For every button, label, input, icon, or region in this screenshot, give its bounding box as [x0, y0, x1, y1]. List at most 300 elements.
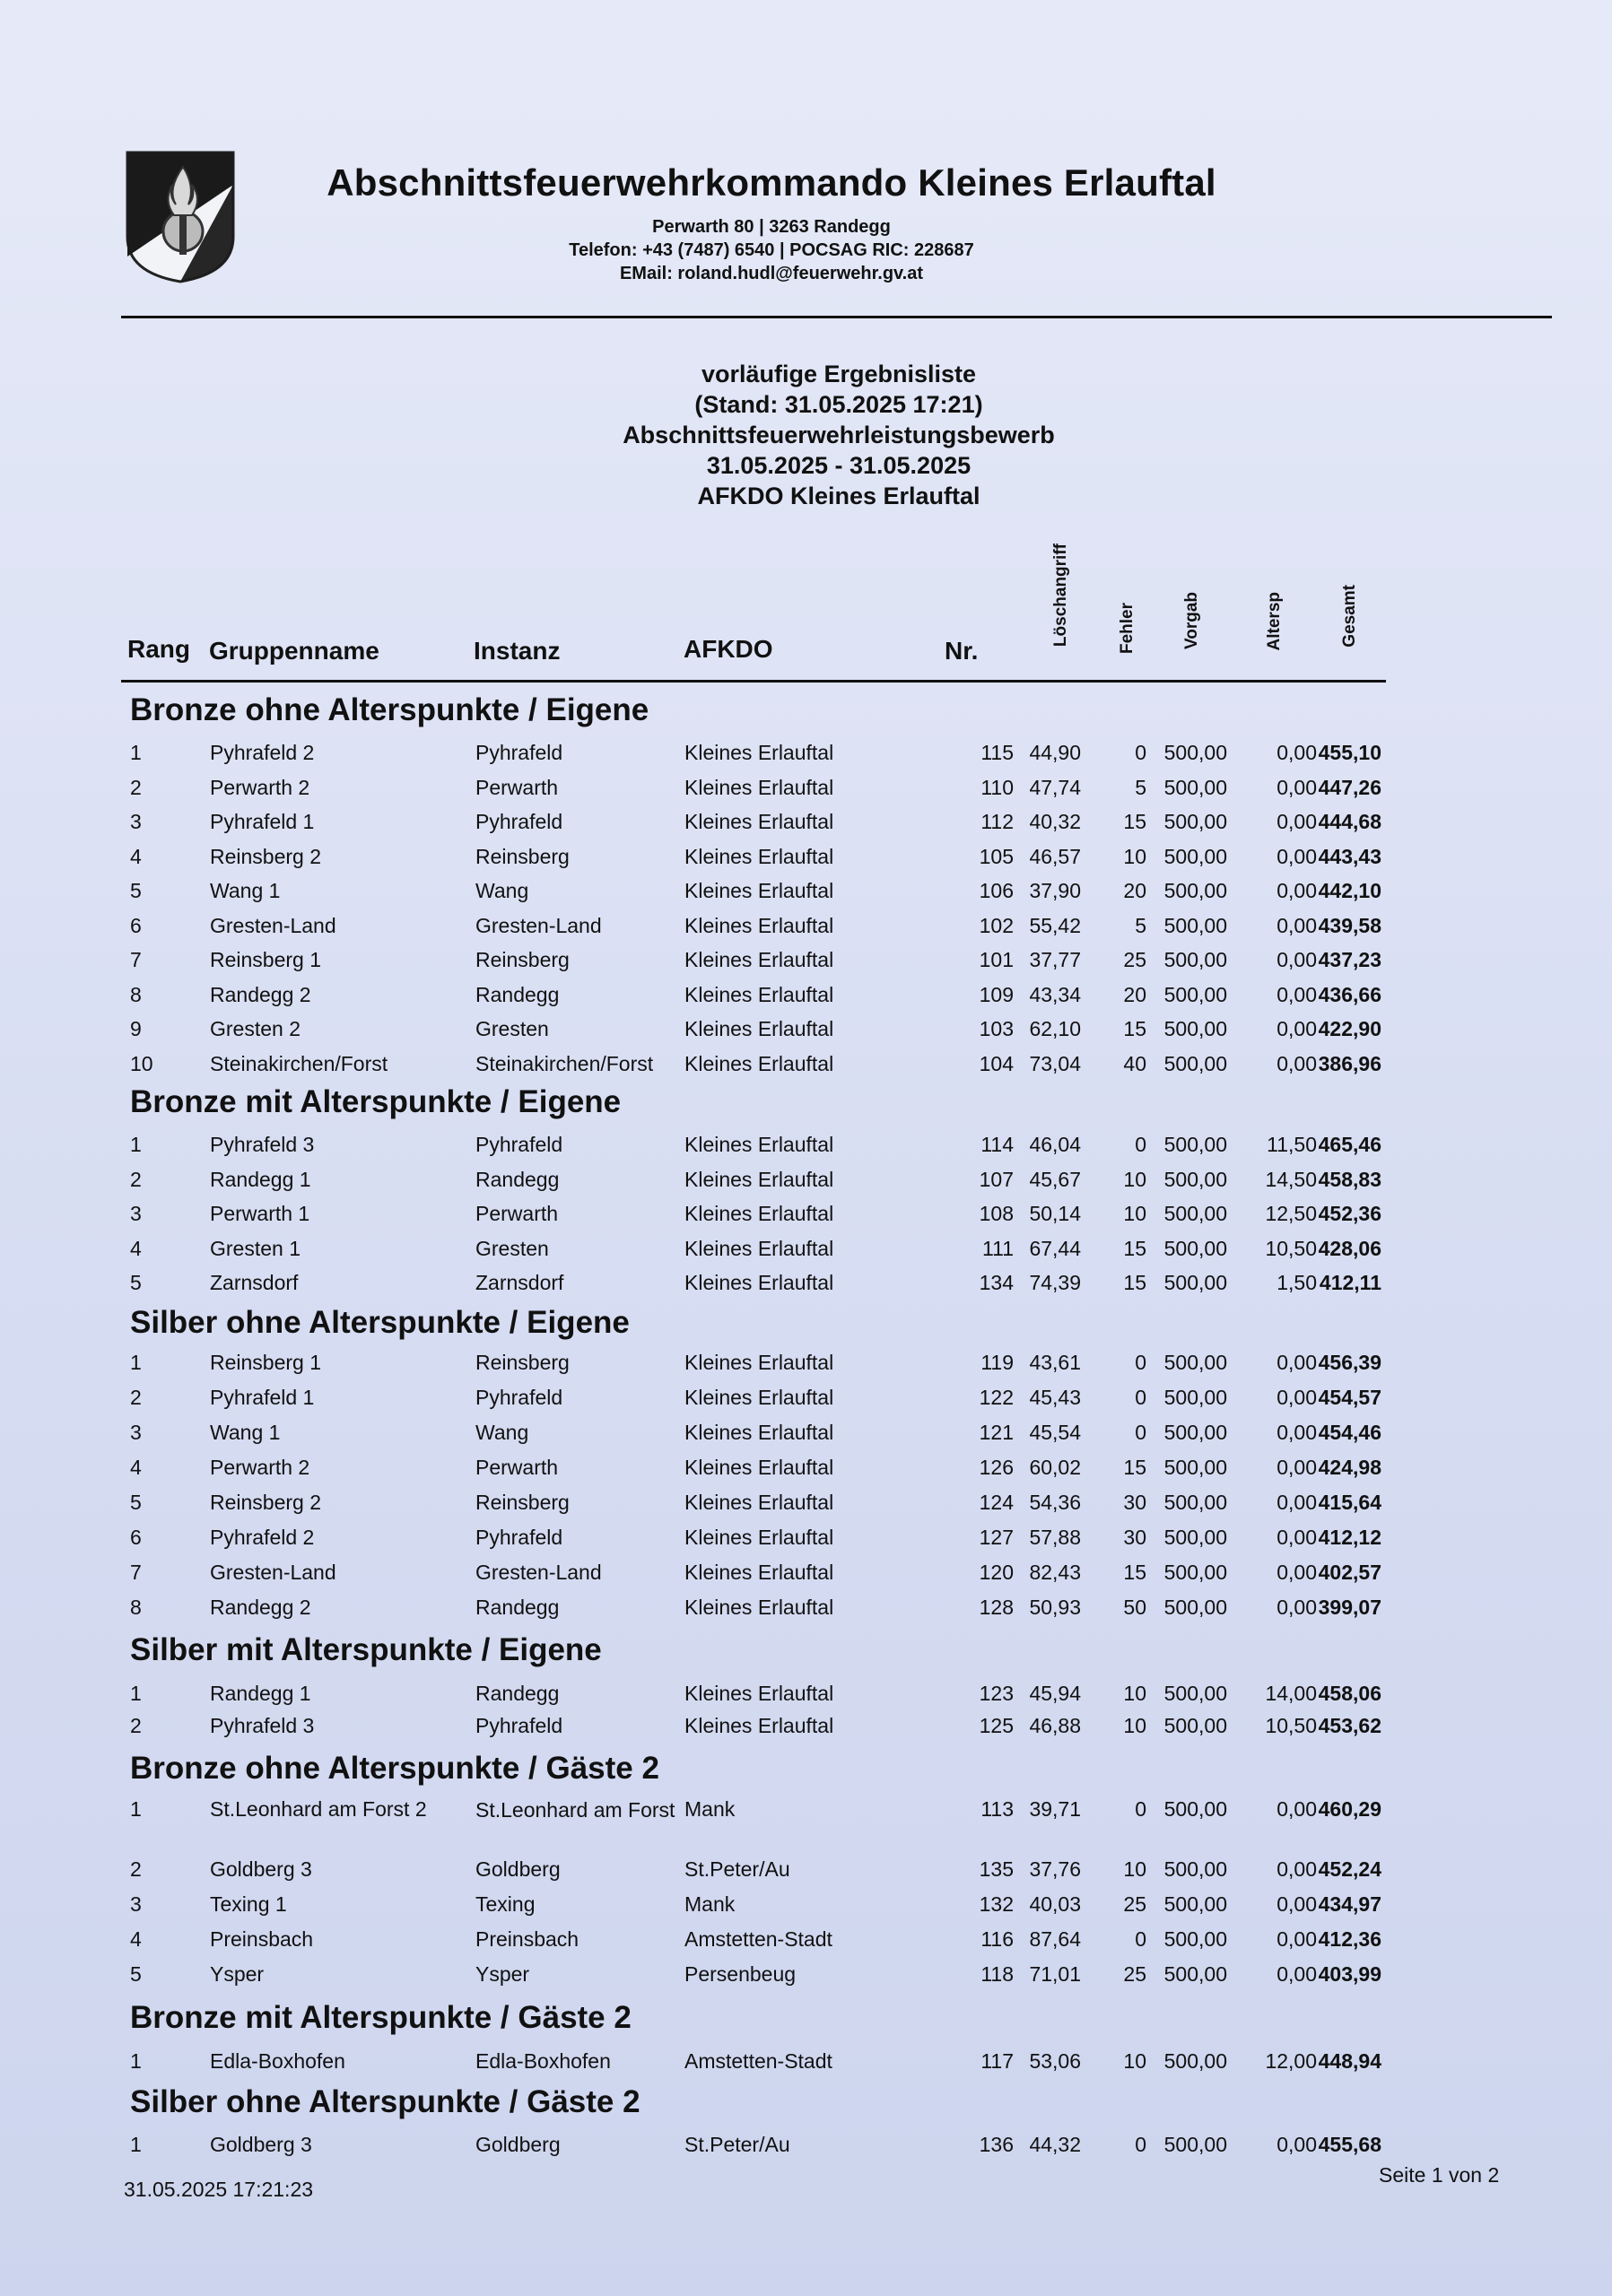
cell-vorgab: 500,00 — [1163, 1962, 1227, 1986]
cell-rang: 5 — [130, 1962, 142, 1986]
cell-instanz: Reinsberg — [475, 844, 570, 868]
cell-gruppenname: Pyhrafeld 3 — [210, 1133, 315, 1156]
cell-fehler: 10 — [1123, 2049, 1146, 2073]
cell-altersp: 0,00 — [1277, 948, 1317, 971]
cell-afkdo: Kleines Erlauftal — [684, 810, 834, 833]
cell-vorgab: 500,00 — [1163, 1202, 1227, 1225]
cell-gesamt: 412,36 — [1318, 1927, 1381, 1951]
cell-loeschangriff: 46,04 — [1029, 1133, 1081, 1156]
cell-altersp: 0,00 — [1277, 2133, 1317, 2156]
cell-loeschangriff: 50,14 — [1029, 1202, 1081, 1225]
cell-vorgab: 500,00 — [1163, 1456, 1227, 1479]
cell-afkdo: Persenbeug — [684, 1962, 797, 1986]
cell-altersp: 12,00 — [1265, 2049, 1317, 2073]
cell-altersp: 0,00 — [1277, 879, 1317, 902]
cell-loeschangriff: 40,03 — [1029, 1892, 1081, 1916]
cell-nr: 120 — [979, 1561, 1014, 1584]
cell-rang: 7 — [130, 948, 142, 971]
cell-gesamt: 455,68 — [1318, 2133, 1381, 2156]
cell-fehler: 15 — [1123, 1271, 1146, 1294]
cell-instanz: Perwarth — [475, 1456, 559, 1479]
cell-vorgab: 500,00 — [1163, 879, 1227, 902]
cell-fehler: 15 — [1123, 810, 1146, 833]
cell-nr: 107 — [979, 1167, 1014, 1191]
cell-instanz: Randegg — [475, 1167, 560, 1191]
section-title: Bronze ohne Alterspunkte / Eigene — [130, 692, 649, 727]
cell-loeschangriff: 57,88 — [1029, 1526, 1081, 1549]
cell-rang: 1 — [130, 1797, 142, 1821]
cell-rang: 4 — [130, 844, 142, 868]
cell-altersp: 0,00 — [1277, 1857, 1317, 1881]
cell-vorgab: 500,00 — [1163, 948, 1227, 971]
cell-gruppenname: Gresten 1 — [210, 1236, 301, 1260]
cell-altersp: 14,50 — [1265, 1167, 1317, 1191]
cell-nr: 123 — [979, 1682, 1014, 1705]
cell-rang: 3 — [130, 1202, 142, 1225]
cell-vorgab: 500,00 — [1163, 1167, 1227, 1191]
cell-loeschangriff: 37,76 — [1029, 1857, 1081, 1881]
cell-gruppenname: Reinsberg 2 — [210, 1491, 322, 1514]
cell-gesamt: 436,66 — [1318, 982, 1381, 1006]
cell-vorgab: 500,00 — [1163, 1491, 1227, 1514]
cell-fehler: 25 — [1123, 1962, 1146, 1986]
cell-gesamt: 444,68 — [1318, 810, 1381, 833]
cell-afkdo: Kleines Erlauftal — [684, 879, 834, 902]
cell-nr: 117 — [980, 2049, 1014, 2073]
cell-vorgab: 500,00 — [1163, 775, 1227, 799]
cell-loeschangriff: 44,90 — [1029, 741, 1081, 764]
cell-nr: 136 — [979, 2133, 1014, 2156]
cell-fehler: 15 — [1123, 1456, 1146, 1479]
cell-gesamt: 424,98 — [1318, 1456, 1381, 1479]
cell-vorgab: 500,00 — [1163, 1351, 1227, 1374]
cell-fehler: 10 — [1123, 1167, 1146, 1191]
cell-fehler: 0 — [1135, 1351, 1146, 1374]
cell-rang: 4 — [130, 1456, 142, 1479]
cell-altersp: 0,00 — [1277, 1526, 1317, 1549]
column-header-fehler: Fehler — [1118, 603, 1137, 655]
section-title: Bronze mit Alterspunkte / Eigene — [130, 1084, 622, 1119]
cell-instanz: Reinsberg — [475, 948, 570, 971]
cell-afkdo: St.Peter/Au — [684, 2133, 790, 2156]
cell-gesamt: 447,26 — [1318, 775, 1381, 799]
cell-rang: 5 — [130, 879, 142, 902]
cell-afkdo: Kleines Erlauftal — [684, 1714, 834, 1737]
cell-fehler: 0 — [1135, 1421, 1146, 1444]
cell-gruppenname: Preinsbach — [210, 1927, 314, 1951]
cell-gesamt: 412,12 — [1318, 1526, 1381, 1549]
section-title: Silber ohne Alterspunkte / Gäste 2 — [130, 2084, 640, 2119]
cell-fehler: 50 — [1123, 1596, 1146, 1619]
cell-nr: 132 — [979, 1892, 1014, 1916]
cell-instanz: Edla-Boxhofen — [475, 2049, 611, 2073]
column-header-altersp: Altersp — [1265, 592, 1284, 651]
cell-gesamt: 437,23 — [1318, 948, 1381, 971]
title-line: Abschnittsfeuerwehrleistungsbewerb — [623, 422, 1055, 448]
cell-gruppenname: Steinakirchen/Forst — [210, 1051, 388, 1075]
cell-loeschangriff: 37,77 — [1029, 948, 1081, 971]
cell-rang: 2 — [130, 1714, 142, 1737]
cell-rang: 1 — [130, 1133, 142, 1156]
cell-instanz: St.Leonhard am Forst — [475, 1798, 675, 1822]
cell-gruppenname: Goldberg 3 — [210, 1857, 312, 1881]
cell-instanz: Steinakirchen/Forst — [475, 1051, 654, 1075]
cell-nr: 126 — [979, 1456, 1014, 1479]
cell-gruppenname: Gresten-Land — [210, 1561, 336, 1584]
cell-vorgab: 500,00 — [1163, 1526, 1227, 1549]
cell-loeschangriff: 46,57 — [1029, 844, 1081, 868]
cell-gesamt: 452,24 — [1318, 1857, 1381, 1881]
cell-afkdo: Kleines Erlauftal — [684, 1561, 834, 1584]
cell-vorgab: 500,00 — [1163, 844, 1227, 868]
cell-loeschangriff: 37,90 — [1029, 879, 1081, 902]
cell-fehler: 10 — [1123, 1202, 1146, 1225]
cell-instanz: Pyhrafeld — [475, 1714, 563, 1737]
cell-vorgab: 500,00 — [1163, 982, 1227, 1006]
cell-fehler: 10 — [1123, 1857, 1146, 1881]
cell-rang: 6 — [130, 1526, 142, 1549]
cell-afkdo: Kleines Erlauftal — [684, 1386, 834, 1409]
cell-loeschangriff: 45,54 — [1029, 1421, 1081, 1444]
cell-loeschangriff: 47,74 — [1029, 775, 1081, 799]
cell-nr: 112 — [980, 810, 1014, 833]
cell-nr: 128 — [979, 1596, 1014, 1619]
cell-gruppenname: Pyhrafeld 2 — [210, 1526, 315, 1549]
cell-loeschangriff: 45,43 — [1029, 1386, 1081, 1409]
document-title — [431, 359, 1247, 511]
cell-fehler: 30 — [1123, 1491, 1146, 1514]
cell-gesamt: 386,96 — [1318, 1051, 1381, 1075]
cell-altersp: 0,00 — [1277, 1596, 1317, 1619]
cell-altersp: 0,00 — [1277, 1456, 1317, 1479]
cell-rang: 8 — [130, 982, 142, 1006]
cell-instanz: Zarnsdorf — [475, 1271, 564, 1294]
cell-gesamt: 415,64 — [1318, 1491, 1381, 1514]
cell-gruppenname: Pyhrafeld 1 — [210, 1386, 315, 1409]
cell-fehler: 0 — [1135, 1927, 1146, 1951]
cell-altersp: 14,00 — [1265, 1682, 1317, 1705]
cell-afkdo: Kleines Erlauftal — [684, 844, 834, 868]
cell-instanz: Ysper — [475, 1962, 530, 1986]
cell-gruppenname: Edla-Boxhofen — [210, 2049, 345, 2073]
column-header-loeschangriff: Löschangriff — [1051, 544, 1070, 648]
cell-gesamt: 456,39 — [1318, 1351, 1381, 1374]
cell-instanz: Pyhrafeld — [475, 1386, 563, 1409]
cell-loeschangriff: 62,10 — [1029, 1017, 1081, 1040]
cell-instanz: Pyhrafeld — [475, 1133, 563, 1156]
cell-nr: 105 — [979, 844, 1014, 868]
cell-altersp: 0,00 — [1277, 913, 1317, 937]
cell-rang: 3 — [130, 810, 142, 833]
cell-afkdo: Kleines Erlauftal — [684, 1596, 834, 1619]
cell-altersp: 0,00 — [1277, 1421, 1317, 1444]
cell-instanz: Randegg — [475, 1682, 560, 1705]
cell-altersp: 0,00 — [1277, 1017, 1317, 1040]
cell-gesamt: 453,62 — [1318, 1714, 1381, 1737]
cell-instanz: Randegg — [475, 982, 560, 1006]
cell-gesamt: 439,58 — [1318, 913, 1381, 937]
organization-address: Perwarth 80 | 3263 Randegg — [652, 217, 891, 237]
cell-altersp: 0,00 — [1277, 1927, 1317, 1951]
cell-fehler: 30 — [1123, 1526, 1146, 1549]
cell-altersp: 0,00 — [1277, 810, 1317, 833]
cell-instanz: Reinsberg — [475, 1491, 570, 1514]
cell-gesamt: 465,46 — [1318, 1133, 1381, 1156]
cell-afkdo: St.Peter/Au — [684, 1857, 790, 1881]
cell-gesamt: 399,07 — [1318, 1596, 1381, 1619]
cell-loeschangriff: 45,94 — [1029, 1682, 1081, 1705]
cell-afkdo: Kleines Erlauftal — [684, 1236, 834, 1260]
cell-gesamt: 458,06 — [1318, 1682, 1381, 1705]
cell-rang: 3 — [130, 1421, 142, 1444]
column-header-instanz: Instanz — [474, 637, 561, 665]
cell-afkdo: Kleines Erlauftal — [684, 1271, 834, 1294]
cell-fehler: 0 — [1135, 1386, 1146, 1409]
cell-afkdo: Kleines Erlauftal — [684, 1421, 834, 1444]
cell-instanz: Perwarth — [475, 775, 559, 799]
section-title: Silber mit Alterspunkte / Eigene — [130, 1632, 602, 1667]
cell-instanz: Preinsbach — [475, 1927, 579, 1951]
table-header-divider — [121, 680, 1386, 683]
cell-rang: 1 — [130, 2133, 142, 2156]
cell-nr: 125 — [979, 1714, 1014, 1737]
cell-fehler: 0 — [1135, 741, 1146, 764]
cell-gruppenname: Pyhrafeld 2 — [210, 741, 315, 764]
cell-nr: 115 — [980, 741, 1014, 764]
cell-gesamt: 428,06 — [1318, 1236, 1381, 1260]
cell-instanz: Perwarth — [475, 1202, 559, 1225]
cell-rang: 1 — [130, 741, 142, 764]
cell-gesamt: 448,94 — [1318, 2049, 1381, 2073]
cell-rang: 4 — [130, 1236, 142, 1260]
cell-afkdo: Kleines Erlauftal — [684, 1133, 834, 1156]
cell-fehler: 20 — [1123, 879, 1146, 902]
cell-gruppenname: Gresten 2 — [210, 1017, 301, 1040]
cell-gesamt: 455,10 — [1318, 741, 1381, 764]
cell-loeschangriff: 40,32 — [1029, 810, 1081, 833]
cell-altersp: 0,00 — [1277, 1561, 1317, 1584]
cell-nr: 108 — [979, 1202, 1014, 1225]
page-number: Seite 1 von 2 — [1379, 2163, 1500, 2187]
cell-altersp: 12,50 — [1265, 1202, 1317, 1225]
cell-instanz: Pyhrafeld — [475, 741, 563, 764]
organization-contact — [269, 215, 1274, 285]
cell-loeschangriff: 45,67 — [1029, 1167, 1081, 1191]
cell-fehler: 40 — [1123, 1051, 1146, 1075]
cell-afkdo: Kleines Erlauftal — [684, 1167, 834, 1191]
cell-altersp: 11,50 — [1267, 1133, 1317, 1156]
cell-instanz: Reinsberg — [475, 1351, 570, 1374]
cell-gruppenname: Reinsberg 2 — [210, 844, 322, 868]
cell-vorgab: 500,00 — [1163, 810, 1227, 833]
cell-gruppenname: Perwarth 1 — [210, 1202, 310, 1225]
cell-gruppenname: Reinsberg 1 — [210, 948, 322, 971]
cell-gruppenname: Randegg 2 — [210, 1596, 311, 1619]
cell-nr: 106 — [979, 879, 1014, 902]
cell-afkdo: Kleines Erlauftal — [684, 775, 834, 799]
cell-afkdo: Mank — [684, 1892, 736, 1916]
cell-altersp: 0,00 — [1277, 1491, 1317, 1514]
cell-gruppenname: Randegg 1 — [210, 1682, 311, 1705]
cell-gruppenname: Reinsberg 1 — [210, 1351, 322, 1374]
cell-vorgab: 500,00 — [1163, 1051, 1227, 1075]
column-header-rang: Rang — [127, 635, 190, 663]
cell-vorgab: 500,00 — [1163, 1892, 1227, 1916]
cell-nr: 122 — [979, 1386, 1014, 1409]
cell-vorgab: 500,00 — [1163, 1133, 1227, 1156]
column-header-afkdo: AFKDO — [684, 635, 773, 663]
cell-vorgab: 500,00 — [1163, 741, 1227, 764]
cell-nr: 135 — [979, 1857, 1014, 1881]
cell-fehler: 10 — [1123, 1714, 1146, 1737]
title-line: vorläufige Ergebnisliste — [701, 361, 977, 387]
cell-instanz: Gresten-Land — [475, 1561, 602, 1584]
cell-loeschangriff: 71,01 — [1029, 1962, 1081, 1986]
cell-afkdo: Kleines Erlauftal — [684, 741, 834, 764]
cell-fehler: 20 — [1123, 982, 1146, 1006]
cell-fehler: 0 — [1135, 2133, 1146, 2156]
cell-afkdo: Kleines Erlauftal — [684, 1351, 834, 1374]
cell-gesamt: 460,29 — [1318, 1797, 1381, 1821]
cell-afkdo: Amstetten-Stadt — [684, 1927, 832, 1951]
cell-instanz: Gresten — [475, 1017, 549, 1040]
cell-gruppenname: Goldberg 3 — [210, 2133, 312, 2156]
cell-afkdo: Kleines Erlauftal — [684, 1526, 834, 1549]
cell-loeschangriff: 73,04 — [1029, 1051, 1081, 1075]
cell-gruppenname: Perwarth 2 — [210, 775, 310, 799]
cell-loeschangriff: 43,34 — [1029, 982, 1081, 1006]
fire-department-crest-icon — [124, 149, 237, 283]
cell-afkdo: Kleines Erlauftal — [684, 982, 834, 1006]
cell-vorgab: 500,00 — [1163, 1927, 1227, 1951]
cell-gesamt: 422,90 — [1318, 1017, 1381, 1040]
cell-afkdo: Kleines Erlauftal — [684, 1017, 834, 1040]
cell-rang: 2 — [130, 1386, 142, 1409]
cell-vorgab: 500,00 — [1163, 1857, 1227, 1881]
cell-nr: 109 — [979, 982, 1014, 1006]
cell-rang: 1 — [130, 1351, 142, 1374]
cell-rang: 10 — [130, 1051, 153, 1075]
cell-afkdo: Kleines Erlauftal — [684, 1456, 834, 1479]
cell-gesamt: 434,97 — [1318, 1892, 1381, 1916]
cell-loeschangriff: 39,71 — [1029, 1797, 1081, 1821]
cell-rang: 1 — [130, 2049, 142, 2073]
cell-loeschangriff: 50,93 — [1029, 1596, 1081, 1619]
cell-altersp: 0,00 — [1277, 775, 1317, 799]
cell-rang: 5 — [130, 1491, 142, 1514]
cell-vorgab: 500,00 — [1163, 1421, 1227, 1444]
cell-vorgab: 500,00 — [1163, 2049, 1227, 2073]
cell-fehler: 15 — [1123, 1017, 1146, 1040]
cell-vorgab: 500,00 — [1163, 1797, 1227, 1821]
cell-afkdo: Mank — [684, 1797, 736, 1821]
cell-nr: 103 — [979, 1017, 1014, 1040]
print-timestamp: 31.05.2025 17:21:23 — [124, 2178, 314, 2201]
cell-fehler: 5 — [1135, 913, 1146, 937]
cell-loeschangriff: 43,61 — [1029, 1351, 1081, 1374]
organization-email: EMail: roland.hudl@feuerwehr.gv.at — [619, 264, 924, 283]
cell-instanz: Pyhrafeld — [475, 1526, 563, 1549]
cell-nr: 102 — [979, 913, 1014, 937]
cell-loeschangriff: 74,39 — [1029, 1271, 1081, 1294]
cell-gesamt: 443,43 — [1318, 844, 1381, 868]
cell-gesamt: 412,11 — [1319, 1271, 1381, 1294]
cell-nr: 114 — [980, 1133, 1014, 1156]
cell-gruppenname: Wang 1 — [210, 879, 281, 902]
cell-fehler: 5 — [1135, 775, 1146, 799]
cell-loeschangriff: 87,64 — [1029, 1927, 1081, 1951]
cell-altersp: 0,00 — [1277, 844, 1317, 868]
cell-gruppenname: Pyhrafeld 1 — [210, 810, 315, 833]
cell-vorgab: 500,00 — [1163, 913, 1227, 937]
cell-fehler: 10 — [1123, 1682, 1146, 1705]
cell-gesamt: 403,99 — [1318, 1962, 1381, 1986]
cell-instanz: Gresten — [475, 1236, 549, 1260]
cell-rang: 6 — [130, 913, 142, 937]
organization-name: Abschnittsfeuerwehrkommando Kleines Erlauftal — [327, 161, 1216, 204]
cell-gruppenname: Gresten-Land — [210, 913, 336, 937]
cell-instanz: Texing — [475, 1892, 536, 1916]
cell-nr: 124 — [979, 1491, 1014, 1514]
cell-rang: 9 — [130, 1017, 142, 1040]
header-divider — [121, 316, 1552, 318]
organization-phone: Telefon: +43 (7487) 6540 | POCSAG RIC: 228687 — [569, 240, 974, 260]
title-line: 31.05.2025 - 31.05.2025 — [706, 452, 972, 479]
cell-gruppenname: Wang 1 — [210, 1421, 281, 1444]
cell-instanz: Goldberg — [475, 2133, 561, 2156]
cell-gruppenname: Pyhrafeld 3 — [210, 1714, 315, 1737]
cell-nr: 113 — [980, 1797, 1014, 1821]
cell-afkdo: Kleines Erlauftal — [684, 913, 834, 937]
cell-nr: 101 — [979, 948, 1014, 971]
cell-rang: 1 — [130, 1682, 142, 1705]
cell-instanz: Goldberg — [475, 1857, 561, 1881]
cell-rang: 3 — [130, 1892, 142, 1916]
cell-altersp: 0,00 — [1277, 1386, 1317, 1409]
cell-altersp: 0,00 — [1277, 1797, 1317, 1821]
cell-afkdo: Kleines Erlauftal — [684, 1051, 834, 1075]
cell-rang: 5 — [130, 1271, 142, 1294]
cell-loeschangriff: 53,06 — [1029, 2049, 1081, 2073]
cell-gesamt: 458,83 — [1318, 1167, 1381, 1191]
cell-vorgab: 500,00 — [1163, 1386, 1227, 1409]
cell-gesamt: 442,10 — [1318, 879, 1381, 902]
cell-rang: 8 — [130, 1596, 142, 1619]
cell-vorgab: 500,00 — [1163, 1017, 1227, 1040]
cell-nr: 110 — [980, 775, 1014, 799]
cell-gesamt: 402,57 — [1318, 1561, 1381, 1584]
cell-gruppenname: Zarnsdorf — [210, 1271, 299, 1294]
cell-altersp: 0,00 — [1277, 1351, 1317, 1374]
cell-vorgab: 500,00 — [1163, 1271, 1227, 1294]
cell-gesamt: 454,57 — [1318, 1386, 1381, 1409]
cell-gruppenname: Texing 1 — [210, 1892, 287, 1916]
cell-nr: 119 — [980, 1351, 1014, 1374]
section-title: Silber ohne Alterspunkte / Eigene — [130, 1305, 630, 1340]
cell-altersp: 0,00 — [1277, 1892, 1317, 1916]
cell-vorgab: 500,00 — [1163, 1596, 1227, 1619]
cell-loeschangriff: 60,02 — [1029, 1456, 1081, 1479]
cell-nr: 116 — [980, 1927, 1014, 1951]
column-header-gruppenname: Gruppenname — [209, 637, 379, 665]
column-header-gesamt: Gesamt — [1340, 585, 1359, 648]
cell-altersp: 0,00 — [1277, 982, 1317, 1006]
cell-gesamt: 454,46 — [1318, 1421, 1381, 1444]
cell-fehler: 25 — [1123, 948, 1146, 971]
cell-nr: 134 — [979, 1271, 1014, 1294]
cell-afkdo: Kleines Erlauftal — [684, 1202, 834, 1225]
cell-nr: 127 — [979, 1526, 1014, 1549]
